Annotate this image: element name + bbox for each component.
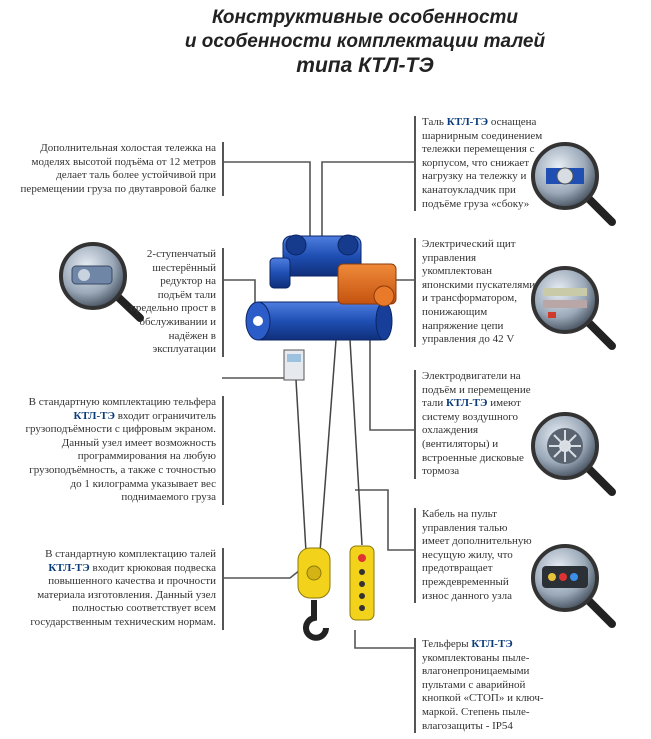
load-limiter-display: [284, 350, 304, 380]
callout-load-limiter-pre: В стандартную комплектацию тельфера: [28, 396, 216, 408]
callout-control-panel: [414, 238, 542, 347]
callout-hinge: [414, 116, 546, 211]
callout-motors-post: имеют систему воздушного охлаждения (вентиляторы) и встроенные дисковые тормоза: [422, 397, 524, 478]
callout-hook-block-post: входит крюковая подвеска повышенного качества и прочности материала изготовления. Данный узел полностью соответствует всем государственным техническим нормам.: [30, 561, 216, 628]
title-line-1: Конструктивные особенности: [211, 7, 519, 28]
callout-idle-trolley: [16, 142, 224, 196]
callout-motors-pre: Электродвигатели на подъём и перемещение тали: [422, 370, 531, 410]
callout-cable-text: Кабель на пульт управления талью имеет дополнительную несущую жилу, что предотвращает преждевременный износ данного узла: [422, 508, 532, 602]
callout-gearbox: [126, 248, 224, 357]
title-line-2: и особенности комплектации талей: [184, 31, 546, 52]
callout-pendant: [414, 638, 552, 733]
pendant-control: [350, 546, 374, 620]
callout-load-limiter-post: входит ограничитель грузоподъёмности с цифровым экраном. Данный узел имеет возможность программирования на любую грузоподъёмность, а также с точностью до 1 килограмма указывает вес поднимаемого груза: [25, 409, 216, 504]
callout-load-limiter-brand: КТЛ-ТЭ: [73, 409, 115, 422]
cable-magnifier-icon: [533, 546, 612, 624]
callout-load-limiter: [16, 396, 224, 505]
callout-gearbox-text: 2-ступенчатый шестерённый редуктор на подъём тали предельно прост в обслуживании и надёжен в эксплуатации: [129, 248, 216, 356]
callout-hinge-post: оснащена шарнирным соединением тележки перемещения с корпусом, что снижает нагрузку на тележку и канатоукладчик при подъёме груза «сбоку»: [422, 116, 543, 210]
hoist-drum: [246, 302, 392, 340]
callout-hook-block-brand: КТЛ-ТЭ: [48, 561, 90, 574]
title-line-3: типа КТЛ-ТЭ: [296, 54, 434, 77]
panel-magnifier-icon: [533, 268, 612, 346]
callout-pendant-pre: Тельферы: [422, 638, 472, 650]
callout-hinge-pre: Таль: [422, 116, 447, 128]
callout-cable: [414, 508, 532, 603]
fan-magnifier-icon: [533, 414, 612, 492]
callout-motors-brand: КТЛ-ТЭ: [446, 397, 488, 410]
callout-pendant-brand: КТЛ-ТЭ: [471, 638, 513, 650]
callout-hinge-brand: КТЛ-ТЭ: [446, 116, 489, 128]
callout-control-panel-text: Электрический щит управления укомплектован японскими пускателями и трансформатором, понижающим напряжение цепи управления до 42 V: [422, 238, 536, 346]
callout-motors: [414, 370, 542, 479]
callout-hook-block: [16, 548, 224, 630]
callout-pendant-post: укомплектованы пыле-влагонепроницаемыми пультами с аварийной кнопкой «СТОП» и ключ-маркой. Степень пыле-влагозащиты - IP54: [422, 651, 544, 732]
hoist-ropes: [296, 340, 362, 552]
callout-idle-trolley-text: Дополнительная холостая тележка на моделях высотой подъёма от 12 метров делает таль более устойчивой при перемещении груза по двутавровой балке: [20, 142, 216, 195]
callout-hook-block-pre: В стандартную комплектацию талей: [45, 548, 216, 560]
hook-block: [298, 548, 330, 638]
control-panel-box: [338, 264, 396, 306]
